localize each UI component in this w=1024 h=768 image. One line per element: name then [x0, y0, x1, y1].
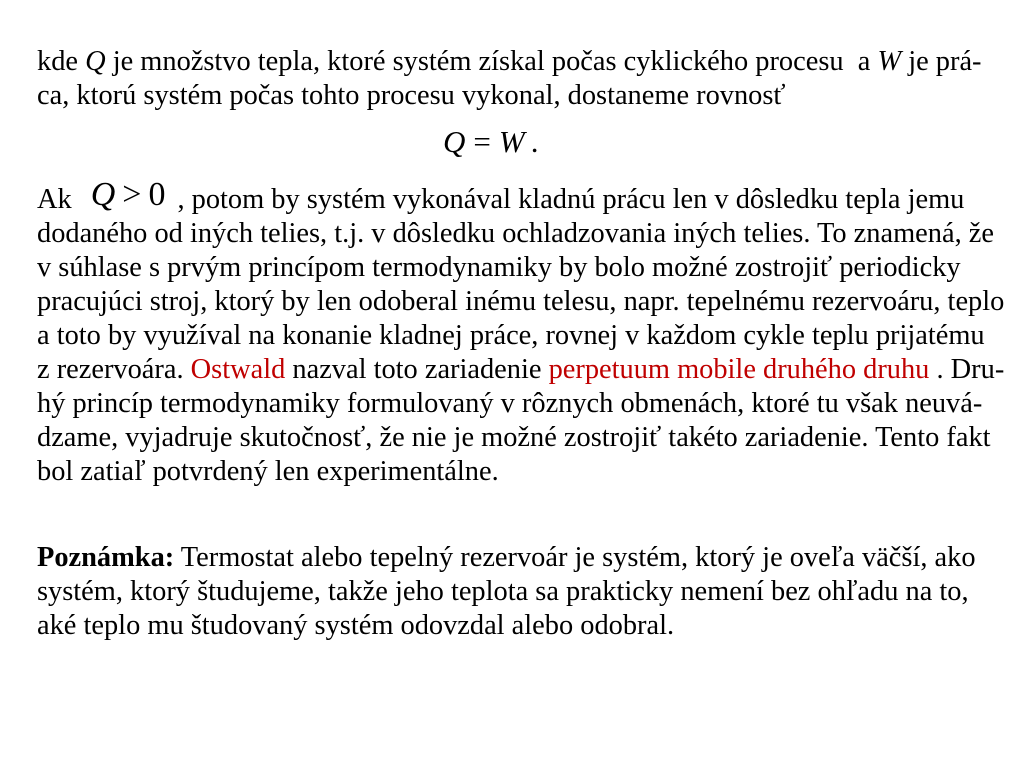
- note-line-3: aké teplo mu študovaný systém odovzdal alebo odobral.: [37, 610, 675, 641]
- text-segment: Ak: [37, 184, 72, 215]
- paragraph-2-line-4: pracujúci stroj, ktorý by len odoberal inému telesu, napr. tepelnému rezervoáru, teplo: [37, 286, 1005, 317]
- paragraph-2-line-8: dzame, vyjadruje skutočnosť, že nie je možné zostrojiť takéto zariadenie. Tento fakt: [37, 422, 991, 453]
- text-segment: z rezervoára.: [37, 354, 191, 385]
- note-line-1: [37, 541, 976, 575]
- inequality-zero: 0: [148, 176, 166, 213]
- paragraph-2-line-9: bol zatiaľ potvrdený len experimentálne.: [37, 456, 499, 487]
- text-segment: Termostat alebo tepelný rezervoár je systém, ktorý je oveľa väčší, ako: [174, 542, 976, 573]
- paragraph-2-line-1: [37, 176, 1004, 217]
- text-segment: je prá-: [901, 46, 982, 77]
- paragraph-1-line-2: ca, ktorú systém počas tohto procesu vykonal, dostaneme rovnosť: [37, 80, 786, 111]
- paragraph-2-line-3: v súhlase s prvým princípom termodynamiky by bolo možné zostrojiť periodicky: [37, 252, 961, 283]
- text-segment: . Dru-: [929, 354, 1005, 385]
- note-paragraph: [37, 541, 976, 643]
- equation-rhs: W: [498, 124, 525, 159]
- text-segment: kde: [37, 46, 86, 77]
- note-line-2: systém, ktorý študujeme, takže jeho teplota sa prakticky nemení bez ohľadu na to,: [37, 576, 969, 607]
- text-segment: , potom by systém vykonával kladnú prácu len v dôsledku tepla jemu: [177, 184, 965, 215]
- equation-period: .: [530, 124, 539, 159]
- text-segment: je množstvo tepla, ktoré systém získal počas cyklického procesu a: [105, 46, 878, 77]
- paragraph-2-line-6: [37, 353, 1004, 387]
- text-segment: nazval toto zariadenie: [285, 354, 549, 385]
- equals-sign: =: [473, 124, 491, 159]
- note-label: Poznámka:: [37, 542, 175, 573]
- equation-q-equals-w: [443, 125, 538, 159]
- equation-lhs: Q: [443, 124, 466, 159]
- highlight-ostwald: Ostwald: [190, 354, 286, 385]
- highlight-perpetuum-mobile: perpetuum mobile druhého druhu: [548, 354, 930, 385]
- inequality-symbol-q: Q: [90, 176, 116, 213]
- symbol-q: Q: [85, 46, 106, 77]
- symbol-w: W: [877, 46, 902, 77]
- paragraph-heat-and-work: [37, 45, 982, 113]
- greater-than-sign: >: [122, 176, 142, 213]
- paragraph-perpetuum-mobile: [37, 176, 1005, 489]
- paragraph-1-line-1: [37, 45, 982, 79]
- paragraph-2-line-2: dodaného od iných telies, t.j. v dôsledku ochladzovania iných telies. To znamená, že: [37, 218, 994, 249]
- paragraph-2-line-7: hý princíp termodynamiky formulovaný v rôznych obmenách, ktoré tu však neuvá-: [37, 388, 983, 419]
- paragraph-2-line-5: a toto by využíval na konanie kladnej práce, rovnej v každom cykle teplu prijatému: [37, 320, 985, 351]
- inequality-q-greater-than-zero: [72, 176, 166, 213]
